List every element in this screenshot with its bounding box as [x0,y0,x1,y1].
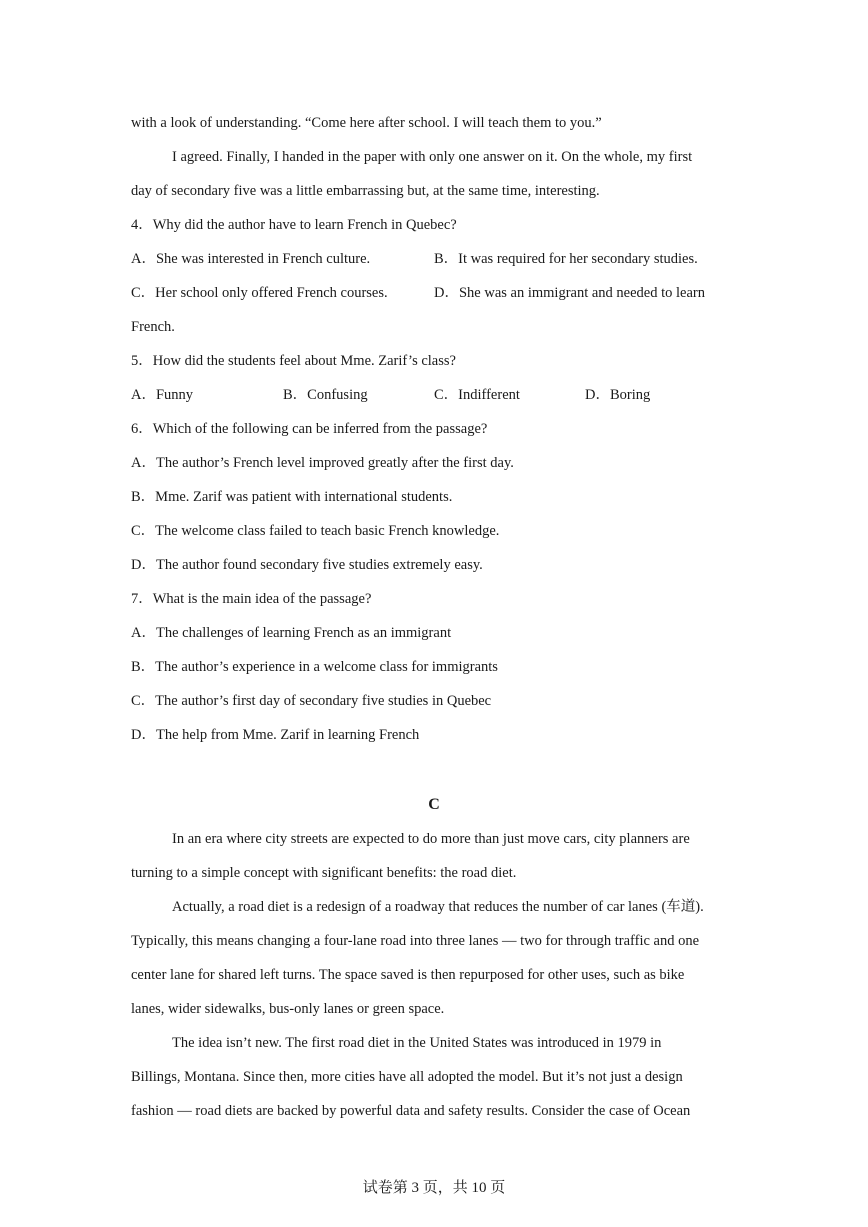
question-7-stem: 7．What is the main idea of the passage? [131,591,372,607]
passage-c-heading: C [428,796,440,813]
question-5-option-a: A．Funny [131,387,194,403]
question-4-stem: 4．Why did the author have to learn French in Quebec? [131,217,457,233]
passage-c-p3-line-3: fashion — road diets are backed by powerful data and safety results. Consider the case of Ocean [131,1103,691,1119]
passage-b-line-2: I agreed. Finally, I handed in the paper with only one answer on it. On the whole, my first [172,149,693,165]
passage-c-p1-line-2: turning to a simple concept with significant benefits: the road diet. [131,865,517,881]
question-4-option-d: D．She was an immigrant and needed to learn [434,285,705,301]
question-6-option-a: A．The author’s French level improved greatly after the first day. [131,455,514,471]
passage-c-p1-line-1: In an era where city streets are expected to do more than just move cars, city planners are [172,831,690,847]
passage-c-p2-line-2: Typically, this means changing a four-lane road into three lanes — two for through traffic and one [131,933,700,949]
passage-c-p2-line-4: lanes, wider sidewalks, bus-only lanes or green space. [131,1001,445,1017]
passage-c-p3-line-1: The idea isn’t new. The first road diet in the United States was introduced in 1979 in [172,1035,662,1051]
question-4-option-a: A．She was interested in French culture. [131,251,371,267]
question-4-option-c: C．Her school only offered French courses. [131,285,388,301]
question-6-option-d: D．The author found secondary five studies extremely easy. [131,557,483,573]
question-7-option-b: B．The author’s experience in a welcome class for immigrants [131,659,498,675]
question-4-option-d-continued: French. [131,319,175,335]
passage-c-p3-line-2: Billings, Montana. Since then, more cities have all adopted the model. But it’s not just a design [131,1069,683,1085]
question-6-stem: 6．Which of the following can be inferred from the passage? [131,421,488,437]
question-7-option-d: D．The help from Mme. Zarif in learning French [131,727,420,743]
passage-b-line-1: with a look of understanding. “Come here after school. I will teach them to you.” [131,115,602,131]
question-6-option-c: C．The welcome class failed to teach basic French knowledge. [131,523,500,539]
page-footer: 试卷第 3 页，共 10 页 [362,1180,506,1196]
question-5-stem: 5．How did the students feel about Mme. Zarif’s class? [131,353,456,369]
question-7-option-a: A．The challenges of learning French as an immigrant [131,625,452,641]
question-5-option-c: C．Indifferent [434,387,520,403]
passage-c-p2-line-3: center lane for shared left turns. The space saved is then repurposed for other uses, such as bike [131,967,685,983]
question-7-option-c: C．The author’s first day of secondary five studies in Quebec [131,693,492,709]
passage-c-p2-line-1: Actually, a road diet is a redesign of a roadway that reduces the number of car lanes (车道). [172,899,704,915]
question-6-option-b: B．Mme. Zarif was patient with international students. [131,489,453,505]
question-5-option-b: B．Confusing [283,387,368,403]
question-4-option-b: B．It was required for her secondary studies. [434,251,698,267]
passage-b-line-3: day of secondary five was a little embarrassing but, at the same time, interesting. [131,183,600,199]
question-5-option-d: D．Boring [585,387,651,403]
